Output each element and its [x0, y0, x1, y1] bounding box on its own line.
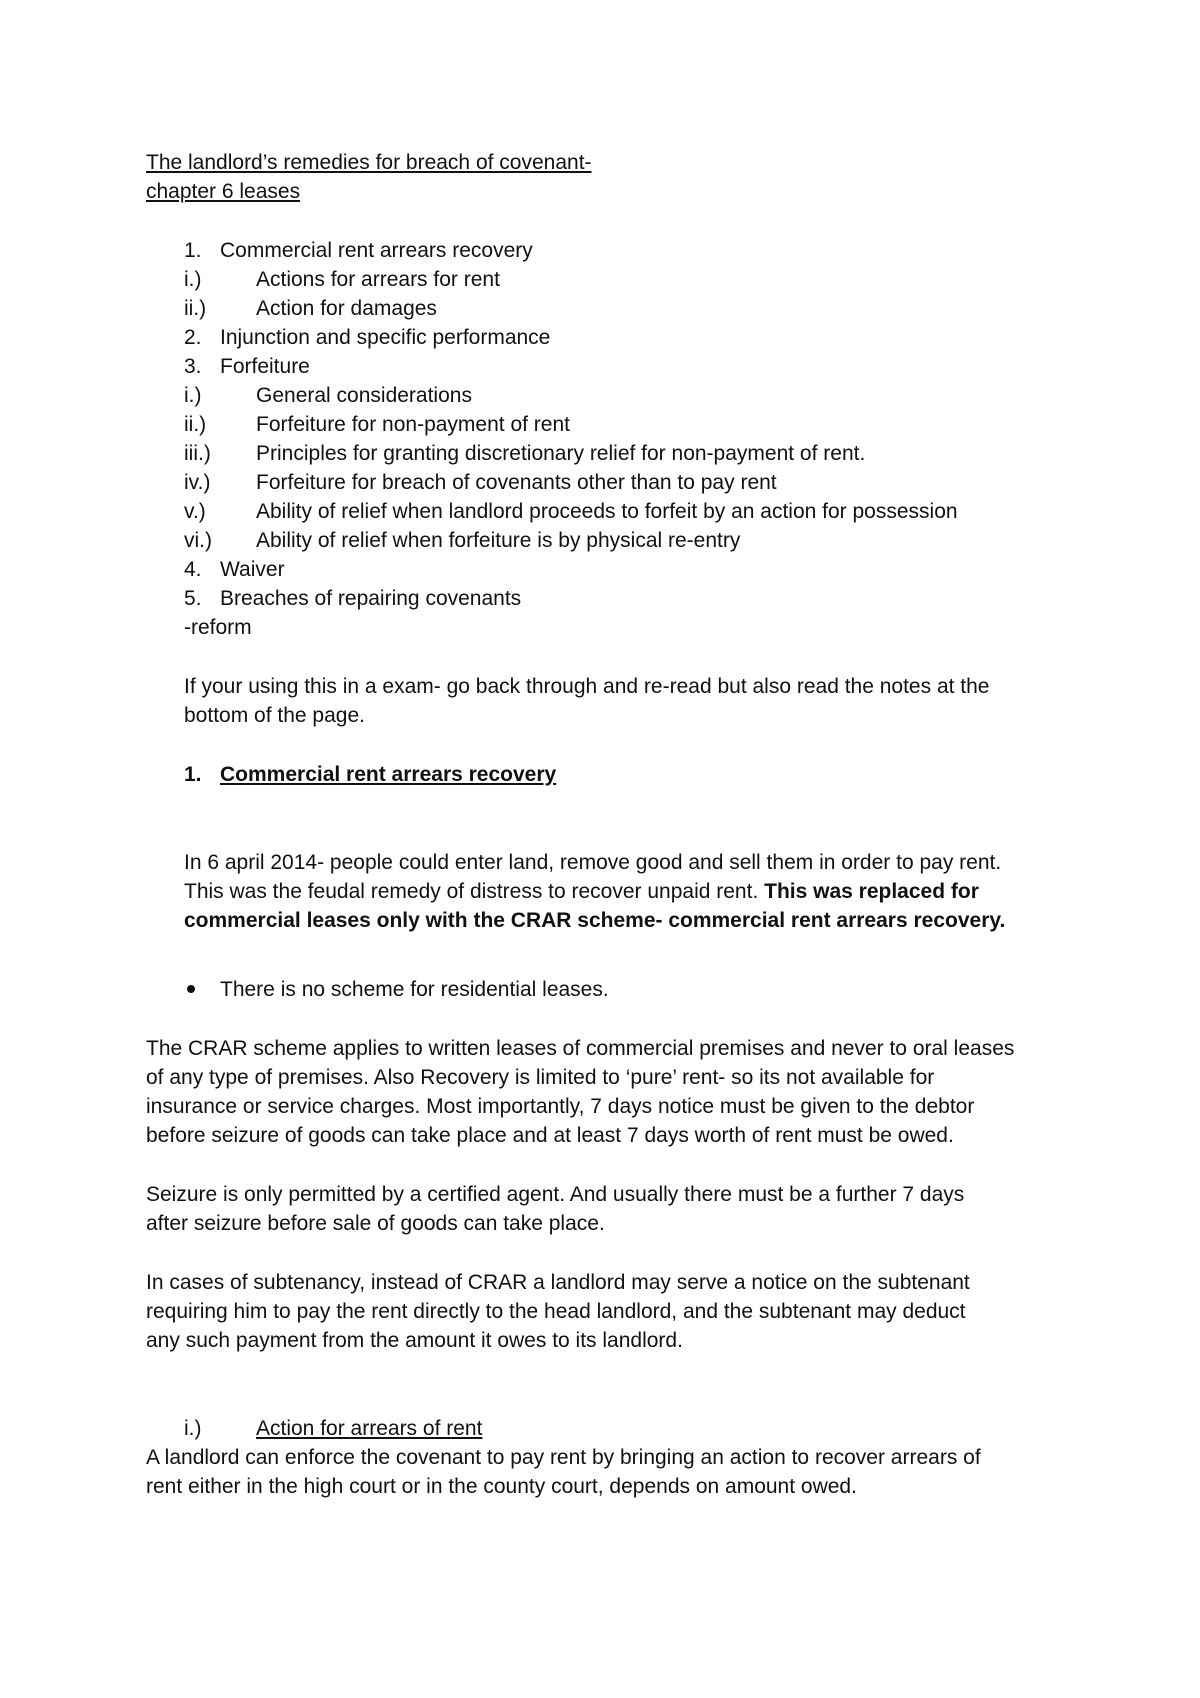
- toc-marker: i.): [184, 384, 202, 407]
- toc-item: Forfeiture for non-payment of rent: [256, 413, 570, 436]
- toc-marker: ii.): [184, 413, 207, 436]
- toc-marker: i.): [184, 268, 202, 291]
- toc-marker: 5.: [184, 587, 202, 610]
- paragraph-line: any such payment from the amount it owes to its landlord.: [146, 1329, 683, 1352]
- toc-marker: iii.): [184, 442, 211, 465]
- toc-item: Commercial rent arrears recovery: [220, 239, 533, 262]
- toc-item: Action for damages: [256, 297, 437, 320]
- toc-marker: vi.): [184, 529, 212, 552]
- toc-marker: 1.: [184, 239, 202, 262]
- subsection-heading: Action for arrears of rent: [256, 1417, 483, 1440]
- toc-item: Forfeiture: [220, 355, 310, 378]
- document-title: The landlord’s remedies for breach of covenant-: [146, 151, 592, 174]
- paragraph-line: A landlord can enforce the covenant to pay rent by bringing an action to recover arrears of: [146, 1446, 981, 1469]
- section-heading: Commercial rent arrears recovery: [220, 763, 557, 786]
- paragraph-line: Seizure is only permitted by a certified agent. And usually there must be a further 7 days: [146, 1183, 965, 1206]
- toc-item: Forfeiture for breach of covenants other than to pay rent: [256, 471, 777, 494]
- toc-item: Principles for granting discretionary relief for non-payment of rent.: [256, 442, 866, 465]
- history-line: In 6 april 2014- people could enter land, remove good and sell them in order to pay rent.: [184, 851, 1002, 874]
- document-subtitle: chapter 6 leases: [146, 180, 301, 203]
- paragraph-line: after seizure before sale of goods can take place.: [146, 1212, 605, 1235]
- history-line: [184, 877, 979, 907]
- paragraph-line: rent either in the high court or in the county court, depends on amount owed.: [146, 1475, 857, 1498]
- toc-item: Waiver: [220, 558, 285, 581]
- toc-item: Injunction and specific performance: [220, 326, 551, 349]
- paragraph-line: of any type of premises. Also Recovery is limited to ‘pure’ rent- so its not available for: [146, 1066, 935, 1089]
- bullet-text: There is no scheme for residential leases.: [220, 978, 609, 1001]
- history-emphasis: This was replaced for: [764, 880, 979, 903]
- paragraph-line: before seizure of goods can take place and at least 7 days worth of rent must be owed.: [146, 1124, 954, 1147]
- toc-item: Breaches of repairing covenants: [220, 587, 522, 610]
- toc-marker: v.): [184, 500, 206, 523]
- paragraph-line: requiring him to pay the rent directly to the head landlord, and the subtenant may deduct: [146, 1300, 966, 1323]
- exam-note-line: If your using this in a exam- go back through and re-read but also read the notes at the: [184, 675, 990, 698]
- paragraph-line: The CRAR scheme applies to written leases of commercial premises and never to oral leases: [146, 1037, 1015, 1060]
- paragraph-line: insurance or service charges. Most importantly, 7 days notice must be given to the debtor: [146, 1095, 975, 1118]
- history-emphasis-line: commercial leases only with the CRAR scheme- commercial rent arrears recovery.: [184, 909, 1006, 932]
- toc-item: General considerations: [256, 384, 472, 407]
- history-text: This was the feudal remedy of distress to recover unpaid rent.: [184, 880, 765, 903]
- toc-marker: iv.): [184, 471, 211, 494]
- paragraph-line: In cases of subtenancy, instead of CRAR a landlord may serve a notice on the subtenant: [146, 1271, 970, 1294]
- toc-marker: 3.: [184, 355, 202, 378]
- toc-item: Ability of relief when forfeiture is by physical re-entry: [256, 529, 741, 552]
- section-marker: 1.: [184, 763, 202, 786]
- toc-item: Ability of relief when landlord proceeds to forfeit by an action for possession: [256, 500, 958, 523]
- toc-marker: ii.): [184, 297, 207, 320]
- toc-marker: 2.: [184, 326, 202, 349]
- exam-note-line: bottom of the page.: [184, 704, 365, 727]
- bullet-icon: [187, 985, 195, 993]
- reform-line: -reform: [184, 616, 252, 639]
- toc-marker: 4.: [184, 558, 202, 581]
- toc-item: Actions for arrears for rent: [256, 268, 500, 291]
- subsection-marker: i.): [184, 1417, 202, 1440]
